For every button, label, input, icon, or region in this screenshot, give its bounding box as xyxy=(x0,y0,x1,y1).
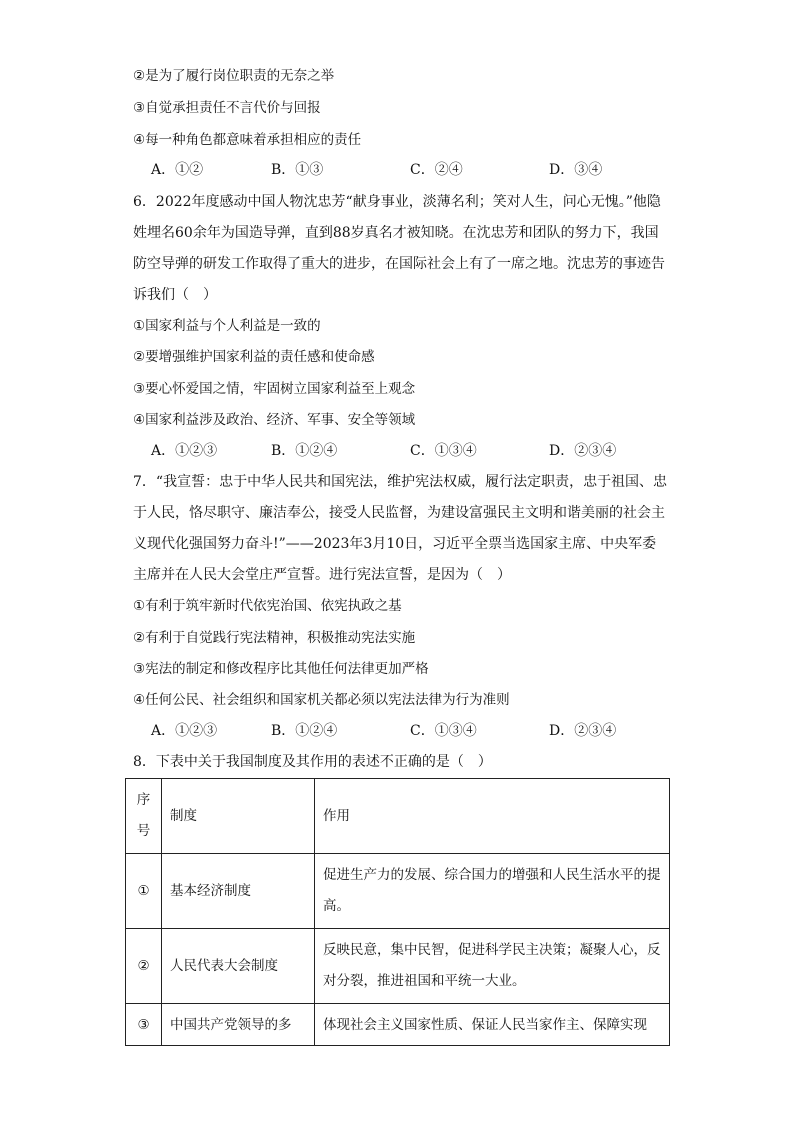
q6-stem-line-2: 姓埋名60余年为国造导弹，直到88岁真名才被知晓。在沈忠芳和团队的努力下，我国 xyxy=(133,225,659,241)
q6-item-4: ④国家利益涉及政治、经济、军事、安全等领域 xyxy=(133,412,416,428)
table-row xyxy=(126,1004,670,1046)
q7-stem-line-2: 于人民，恪尽职守、廉洁奉公，接受人民监督，为建设富强民主文明和谐美丽的社会主 xyxy=(133,505,665,521)
q6-stem-line-1: 6．2022年度感动中国人物沈忠芳“献身事业，淡薄名利；笑对人生，问心无愧。”他隐 xyxy=(133,194,661,210)
q7-option-c: C．①③④ xyxy=(410,723,477,739)
q6-option-d: D．②③④ xyxy=(549,443,617,459)
q6-item-2: ②要增强维护国家利益的责任感和使命感 xyxy=(133,349,375,365)
table-row xyxy=(126,929,670,1004)
q6-item-3: ③要心怀爱国之情，牢固树立国家利益至上观念 xyxy=(133,381,416,397)
table-header-index xyxy=(126,779,162,854)
q6-stem-line-4: 诉我们（ ） xyxy=(133,287,217,303)
table-cell-function: 反映民意，集中民智，促进科学民主决策；凝聚人心，反对分裂，推进祖国和平统一大业。 xyxy=(315,929,670,1004)
q5-item-2: ②是为了履行岗位职责的无奈之举 xyxy=(133,68,335,84)
q7-option-b: B．①②④ xyxy=(271,723,338,739)
table-header-row xyxy=(126,779,670,854)
q6-option-b: B．①②④ xyxy=(271,443,338,459)
q7-item-4: ④任何公民、社会组织和国家机关都必须以宪法法律为行为准则 xyxy=(133,692,510,708)
q7-option-a: A．①②③ xyxy=(151,723,218,739)
q5-option-c: C．②④ xyxy=(410,162,463,178)
q7-item-1: ①有利于筑牢新时代依宪治国、依宪执政之基 xyxy=(133,598,402,614)
table-cell-index: ③ xyxy=(126,1004,162,1046)
table-cell-system: 人民代表大会制度 xyxy=(162,929,315,1004)
q7-item-3: ③宪法的制定和修改程序比其他任何法律更加严格 xyxy=(133,661,429,677)
q7-stem-line-4: 主席并在人民大会堂庄严宣誓。进行宪法宣誓，是因为（ ） xyxy=(133,567,511,583)
q7-option-d: D．②③④ xyxy=(549,723,617,739)
q6-item-1: ①国家利益与个人利益是一致的 xyxy=(133,318,321,334)
q5-option-a: A．①② xyxy=(151,162,204,178)
table-cell-function: 体现社会主义国家性质、保证人民当家作主、保障实现 xyxy=(315,1004,670,1046)
q6-option-c: C．①③④ xyxy=(410,443,477,459)
table-cell-system: 中国共产党领导的多 xyxy=(162,1004,315,1046)
q7-stem-line-1: 7．“我宣誓：忠于中华人民共和国宪法，维护宪法权威，履行法定职责，忠于祖国、忠 xyxy=(133,474,668,490)
institutions-table xyxy=(125,778,670,1046)
q8-stem: 8．下表中关于我国制度及其作用的表述不正确的是（ ） xyxy=(133,754,492,770)
q7-item-2: ②有利于自觉践行宪法精神，积极推动宪法实施 xyxy=(133,630,416,646)
table-cell-system: 基本经济制度 xyxy=(162,854,315,929)
table-cell-function: 促进生产力的发展、综合国力的增强和人民生活水平的提高。 xyxy=(315,854,670,929)
table-header-function: 作用 xyxy=(315,779,670,854)
q5-option-b: B．①③ xyxy=(271,162,324,178)
table-header-index-text: 序号 xyxy=(136,792,151,839)
q5-option-d: D．③④ xyxy=(549,162,603,178)
q6-option-a: A．①②③ xyxy=(151,443,218,459)
table-row xyxy=(126,854,670,929)
q5-item-3: ③自觉承担责任不言代价与回报 xyxy=(133,100,321,116)
q5-item-4: ④每一种角色都意味着承担相应的责任 xyxy=(133,132,362,148)
q6-stem-line-3: 防空导弹的研发工作取得了重大的进步，在国际社会上有了一席之地。沈忠芳的事迹告 xyxy=(133,256,665,272)
q7-stem-line-3: 义现代化强国努力奋斗!”——2023年3月10日，习近平全票当选国家主席、中央军委 xyxy=(133,536,657,552)
table-cell-index: ① xyxy=(126,854,162,929)
table-header-system: 制度 xyxy=(162,779,315,854)
table-cell-index: ② xyxy=(126,929,162,1004)
